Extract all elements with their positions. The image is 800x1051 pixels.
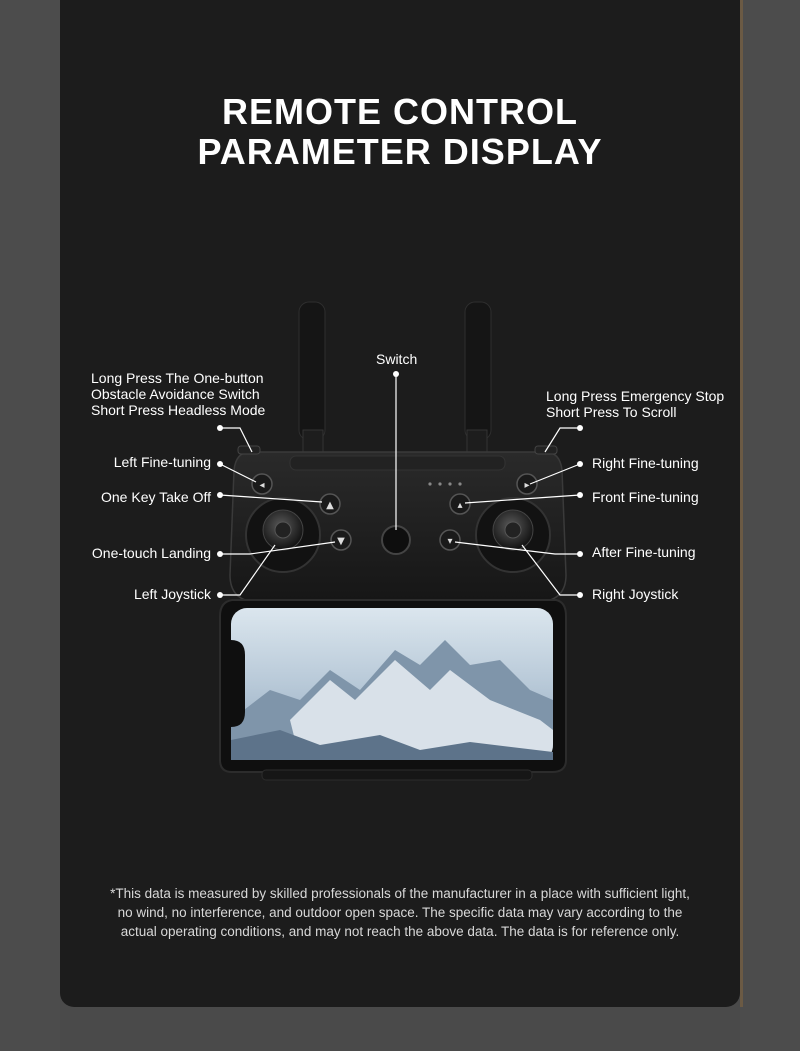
- label-front-fine-tuning: Front Fine-tuning: [592, 489, 699, 505]
- disclaimer-line1: *This data is measured by skilled professionals of the manufacturer in a place with sufficient light,: [110, 886, 690, 901]
- label-switch: Switch: [376, 351, 418, 367]
- page-title-line2: PARAMETER DISPLAY: [197, 131, 603, 172]
- landing-button[interactable]: [331, 530, 351, 550]
- svg-text:◂: ◂: [259, 480, 265, 491]
- after-fine-tuning-button[interactable]: [440, 530, 460, 550]
- svg-text:▾: ▾: [447, 536, 453, 547]
- left-fine-tuning-button[interactable]: [252, 474, 272, 494]
- power-switch-button[interactable]: [382, 526, 410, 554]
- right-fine-tuning-button[interactable]: [517, 474, 537, 494]
- phone-screen: [231, 608, 553, 760]
- left-antenna: [299, 302, 325, 460]
- label-left-joystick: Left Joystick: [133, 586, 211, 602]
- label-one-key-take-off: One Key Take Off: [101, 489, 211, 505]
- page-title-line1: REMOTE CONTROL: [222, 91, 578, 132]
- take-off-button[interactable]: [320, 494, 340, 514]
- disclaimer-note: [80, 884, 720, 941]
- svg-text:▸: ▸: [524, 480, 530, 491]
- label-after-fine-tuning: After Fine-tuning: [592, 544, 696, 560]
- label-obstacle-line1: Long Press The One-button: [91, 370, 264, 386]
- svg-text:▴: ▴: [457, 500, 463, 511]
- right-antenna: [465, 302, 491, 460]
- label-obstacle-line2: Obstacle Avoidance Switch: [91, 386, 260, 402]
- label-obstacle-line3: Short Press Headless Mode: [91, 402, 266, 418]
- label-emergency-line2: Short Press To Scroll: [546, 404, 677, 420]
- label-emergency-line1: Long Press Emergency Stop: [546, 388, 725, 404]
- label-left-fine-tuning: Left Fine-tuning: [113, 454, 211, 470]
- front-fine-tuning-button[interactable]: [450, 494, 470, 514]
- left-joystick[interactable]: [246, 498, 320, 572]
- svg-text:▲: ▲: [326, 500, 334, 511]
- disclaimer-line3: actual operating conditions, and may not reach the above data. The data is for reference only.: [120, 924, 680, 939]
- label-one-touch-landing: One-touch Landing: [91, 545, 211, 561]
- right-joystick[interactable]: [476, 498, 550, 572]
- label-right-joystick: Right Joystick: [592, 586, 679, 602]
- svg-text:▼: ▼: [337, 536, 345, 547]
- label-right-fine-tuning: Right Fine-tuning: [592, 455, 699, 471]
- disclaimer-line2: no wind, no interference, and outdoor open space. The specific data may vary according to the: [117, 905, 683, 920]
